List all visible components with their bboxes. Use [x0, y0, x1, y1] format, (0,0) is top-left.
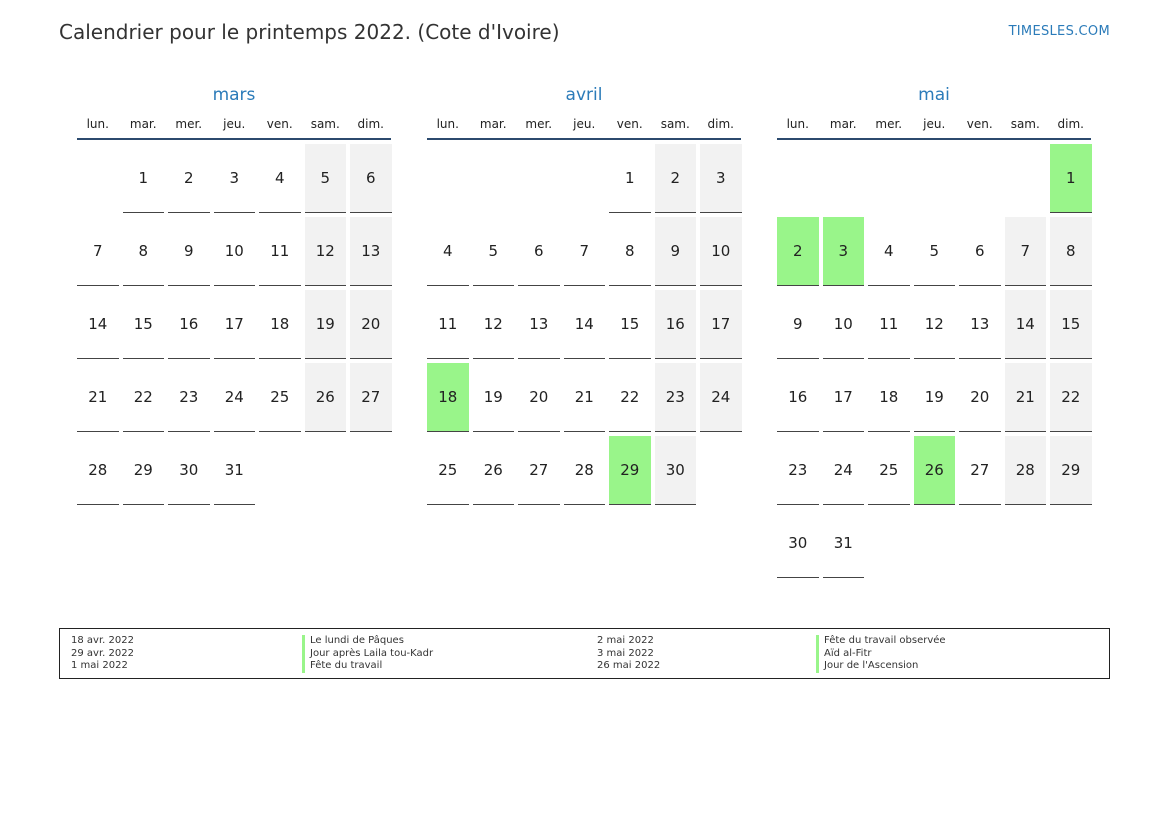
day-cell: 13 — [959, 290, 1001, 359]
holiday-day-cell: 29 — [609, 436, 651, 505]
day-cell: 1 — [609, 144, 651, 213]
day-cell: 3 — [214, 144, 256, 213]
day-cell: 5 — [473, 217, 515, 286]
day-cell: 4 — [868, 217, 910, 286]
day-cell: 14 — [564, 290, 606, 359]
day-cell: 6 — [959, 217, 1001, 286]
day-cell: 28 — [1005, 436, 1047, 505]
month-calendar-march — [77, 84, 391, 505]
legend-dates-right — [597, 635, 660, 673]
weekday-label: ven. — [966, 117, 993, 131]
day-cell: 2 — [655, 144, 697, 213]
day-cell: 25 — [427, 436, 469, 505]
day-cell: 23 — [168, 363, 210, 432]
day-cell: 16 — [168, 290, 210, 359]
empty-day-cell — [1005, 144, 1047, 212]
legend-holiday-name: Fête du travail observée — [816, 635, 946, 648]
day-cell: 12 — [914, 290, 956, 359]
day-cell: 7 — [77, 217, 119, 286]
day-cell: 1 — [123, 144, 165, 213]
day-cell: 15 — [609, 290, 651, 359]
day-cell: 23 — [655, 363, 697, 432]
month-calendar-april — [427, 84, 741, 505]
empty-day-cell — [77, 144, 119, 212]
day-cell: 25 — [868, 436, 910, 505]
day-cell: 8 — [609, 217, 651, 286]
legend-date: 3 mai 2022 — [597, 647, 654, 659]
day-cell: 17 — [700, 290, 742, 359]
page-title: Calendrier pour le printemps 2022. (Cote d'Ivoire) — [59, 20, 560, 44]
weekday-label: mar. — [129, 117, 157, 131]
legend-date: 18 avr. 2022 — [71, 635, 134, 646]
day-grid — [427, 144, 741, 505]
day-cell: 2 — [168, 144, 210, 213]
day-cell: 11 — [868, 290, 910, 359]
month-calendar-may — [777, 84, 1091, 578]
day-cell: 13 — [518, 290, 560, 359]
weekday-label: sam. — [660, 117, 690, 131]
holiday-day-cell: 18 — [427, 363, 469, 432]
day-cell: 19 — [914, 363, 956, 432]
day-cell: 6 — [350, 144, 392, 213]
day-cell: 15 — [1050, 290, 1092, 359]
day-cell: 27 — [959, 436, 1001, 505]
weekday-header — [427, 116, 741, 140]
empty-day-cell — [427, 144, 469, 212]
weekday-label: lun. — [86, 117, 109, 131]
weekday-label: dim. — [357, 117, 384, 131]
weekday-label: dim. — [1057, 117, 1084, 131]
holiday-day-cell: 3 — [823, 217, 865, 286]
day-cell: 28 — [77, 436, 119, 505]
day-cell: 14 — [1005, 290, 1047, 359]
day-cell: 18 — [259, 290, 301, 359]
weekday-label: mar. — [479, 117, 507, 131]
day-cell: 8 — [123, 217, 165, 286]
day-cell: 10 — [823, 290, 865, 359]
day-cell: 28 — [564, 436, 606, 505]
weekday-label: sam. — [310, 117, 340, 131]
day-cell: 17 — [823, 363, 865, 432]
weekday-label: ven. — [266, 117, 293, 131]
legend-holiday-name: Jour de l'Ascension — [816, 660, 946, 673]
day-cell: 16 — [777, 363, 819, 432]
legend-dates-left — [71, 635, 134, 673]
day-cell: 18 — [868, 363, 910, 432]
legend-holiday-name: Aïd al-Fitr — [816, 648, 946, 661]
legend-names-left — [302, 635, 433, 673]
day-cell: 14 — [77, 290, 119, 359]
day-cell: 5 — [305, 144, 347, 213]
legend-holiday-name: Fête du travail — [302, 660, 433, 673]
day-cell: 4 — [259, 144, 301, 213]
legend-date: 26 mai 2022 — [597, 660, 661, 671]
weekday-label: mer. — [175, 117, 203, 131]
weekday-label: lun. — [786, 117, 809, 131]
day-cell: 9 — [655, 217, 697, 286]
legend-holiday-name: Jour après Laila tou-Kadr — [302, 648, 433, 661]
holiday-day-cell: 26 — [914, 436, 956, 505]
day-cell: 21 — [77, 363, 119, 432]
weekday-header — [77, 116, 391, 140]
day-cell: 22 — [609, 363, 651, 432]
weekday-label: dim. — [707, 117, 734, 131]
day-cell: 19 — [305, 290, 347, 359]
day-cell: 17 — [214, 290, 256, 359]
empty-day-cell — [518, 144, 560, 212]
day-cell: 13 — [350, 217, 392, 286]
day-cell: 16 — [655, 290, 697, 359]
day-cell: 12 — [473, 290, 515, 359]
legend-date: 2 mai 2022 — [597, 635, 654, 646]
day-cell: 20 — [350, 290, 392, 359]
day-cell: 19 — [473, 363, 515, 432]
weekday-label: jeu. — [573, 117, 596, 131]
day-cell: 12 — [305, 217, 347, 286]
holiday-legend — [59, 628, 1110, 679]
day-cell: 30 — [655, 436, 697, 505]
legend-date: 1 mai 2022 — [71, 660, 128, 671]
month-name: avril — [565, 85, 603, 105]
weekday-label: mer. — [525, 117, 553, 131]
day-cell: 10 — [700, 217, 742, 286]
day-cell: 8 — [1050, 217, 1092, 286]
weekday-header — [777, 116, 1091, 140]
day-grid — [77, 144, 391, 505]
day-cell: 29 — [1050, 436, 1092, 505]
day-cell: 26 — [473, 436, 515, 505]
day-cell: 24 — [700, 363, 742, 432]
weekday-label: sam. — [1010, 117, 1040, 131]
legend-date: 29 avr. 2022 — [71, 647, 134, 659]
day-cell: 23 — [777, 436, 819, 505]
empty-day-cell — [914, 144, 956, 212]
day-grid — [777, 144, 1091, 578]
day-cell: 22 — [123, 363, 165, 432]
day-cell: 24 — [214, 363, 256, 432]
day-cell: 27 — [518, 436, 560, 505]
empty-day-cell — [777, 144, 819, 212]
day-cell: 15 — [123, 290, 165, 359]
day-cell: 11 — [259, 217, 301, 286]
weekday-label: lun. — [436, 117, 459, 131]
day-cell: 29 — [123, 436, 165, 505]
day-cell: 7 — [564, 217, 606, 286]
day-cell: 3 — [700, 144, 742, 213]
empty-day-cell — [473, 144, 515, 212]
weekday-label: mar. — [829, 117, 857, 131]
weekday-label: jeu. — [923, 117, 946, 131]
day-cell: 7 — [1005, 217, 1047, 286]
day-cell: 20 — [518, 363, 560, 432]
day-cell: 31 — [823, 509, 865, 578]
legend-names-right — [816, 635, 946, 673]
day-cell: 22 — [1050, 363, 1092, 432]
day-cell: 30 — [777, 509, 819, 578]
day-cell: 6 — [518, 217, 560, 286]
month-name: mai — [918, 85, 950, 105]
empty-day-cell — [823, 144, 865, 212]
day-cell: 21 — [564, 363, 606, 432]
weekday-label: mer. — [875, 117, 903, 131]
day-cell: 9 — [168, 217, 210, 286]
day-cell: 20 — [959, 363, 1001, 432]
month-name: mars — [212, 85, 256, 105]
empty-day-cell — [959, 144, 1001, 212]
day-cell: 27 — [350, 363, 392, 432]
day-cell: 30 — [168, 436, 210, 505]
day-cell: 31 — [214, 436, 256, 505]
day-cell: 11 — [427, 290, 469, 359]
holiday-day-cell: 2 — [777, 217, 819, 286]
day-cell: 21 — [1005, 363, 1047, 432]
day-cell: 24 — [823, 436, 865, 505]
legend-holiday-name: Le lundi de Pâques — [302, 635, 433, 648]
day-cell: 25 — [259, 363, 301, 432]
weekday-label: jeu. — [223, 117, 246, 131]
day-cell: 10 — [214, 217, 256, 286]
day-cell: 4 — [427, 217, 469, 286]
empty-day-cell — [868, 144, 910, 212]
empty-day-cell — [564, 144, 606, 212]
holiday-day-cell: 1 — [1050, 144, 1092, 213]
day-cell: 5 — [914, 217, 956, 286]
day-cell: 9 — [777, 290, 819, 359]
brand-link[interactable]: TIMESLES.COM — [1008, 24, 1110, 39]
day-cell: 26 — [305, 363, 347, 432]
weekday-label: ven. — [616, 117, 643, 131]
